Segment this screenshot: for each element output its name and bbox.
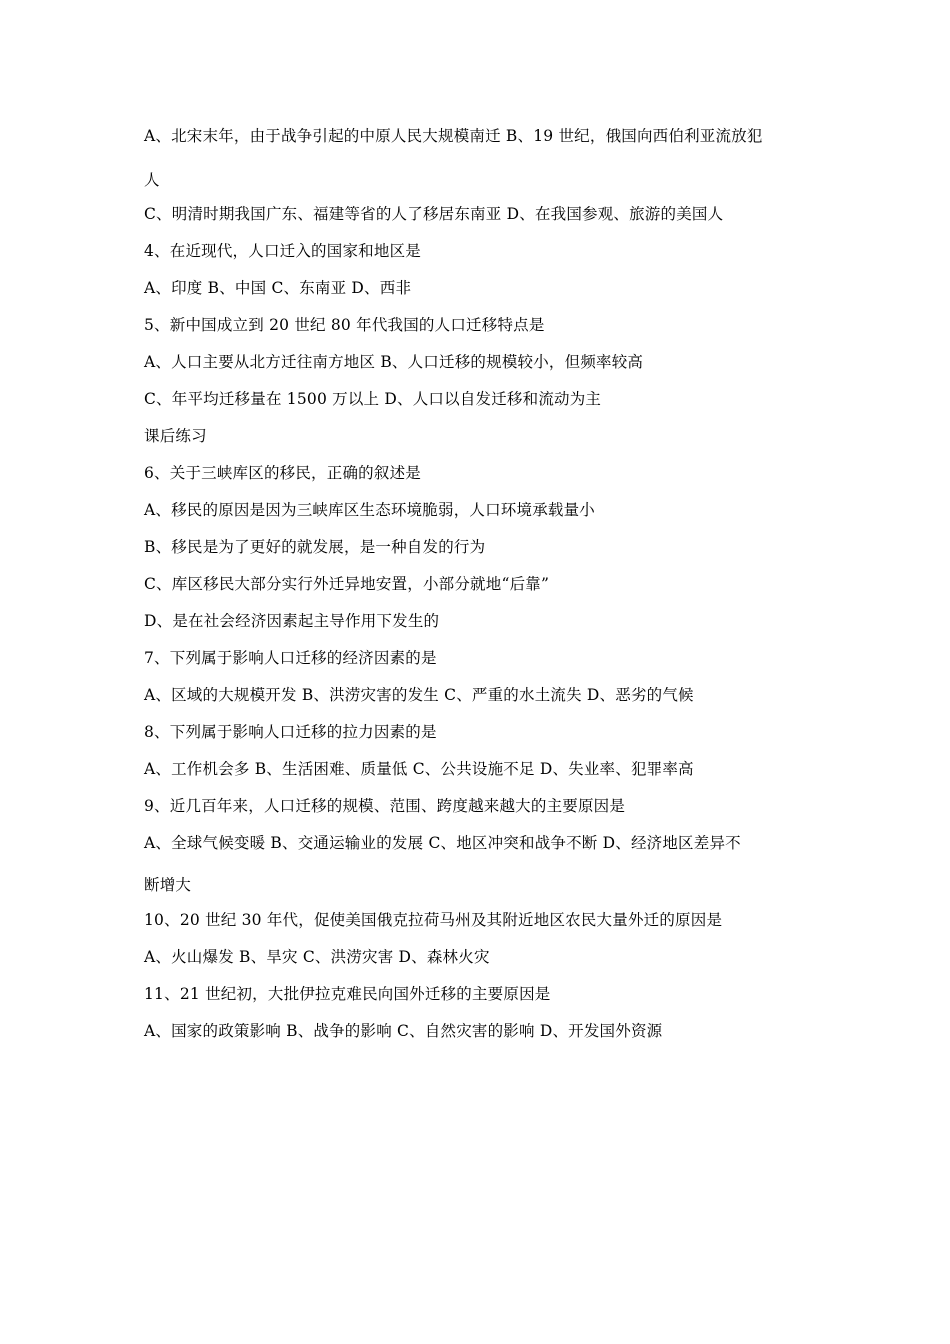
q5-question: 5、新中国成立到 20 世纪 80 年代我国的人口迁移特点是 xyxy=(144,316,545,334)
q10-question: 10、20 世纪 30 年代，促使美国俄克拉荷马州及其附近地区农民大量外迁的原因是 xyxy=(144,911,723,929)
q3-option-ab: A、北宋末年，由于战争引起的中原人民大规模南迁 B、19 世纪，俄国向西伯利亚流放犯 xyxy=(144,127,763,145)
q6-option-d: D、是在社会经济因素起主导作用下发生的 xyxy=(144,612,440,630)
q8-options: A、工作机会多 B、生活困难、质量低 C、公共设施不足 D、失业率、犯罪率高 xyxy=(144,760,694,778)
q3-option-b-continued: 人 xyxy=(144,171,160,189)
q4-options: A、印度 B、中国 C、东南亚 D、西非 xyxy=(144,279,412,297)
q6-option-b: B、移民是为了更好的就发展，是一种自发的行为 xyxy=(144,538,486,556)
q11-options: A、国家的政策影响 B、战争的影响 C、自然灾害的影响 D、开发国外资源 xyxy=(144,1022,663,1040)
q5-option-cd: C、年平均迁移量在 1500 万以上 D、人口以自发迁移和流动为主 xyxy=(144,390,602,408)
q7-question: 7、下列属于影响人口迁移的经济因素的是 xyxy=(144,649,437,667)
q3-option-cd: C、明清时期我国广东、福建等省的人了移居东南亚 D、在我国参观、旅游的美国人 xyxy=(144,205,724,223)
q11-question: 11、21 世纪初，大批伊拉克难民向国外迁移的主要原因是 xyxy=(144,985,551,1003)
q9-question: 9、近几百年来，人口迁移的规模、范围、跨度越来越大的主要原因是 xyxy=(144,797,626,815)
section-heading: 课后练习 xyxy=(144,427,207,445)
q6-option-c: C、库区移民大部分实行外迁异地安置，小部分就地“后靠” xyxy=(144,575,550,593)
q4-question: 4、在近现代，人口迁入的国家和地区是 xyxy=(144,242,421,260)
q7-options: A、区域的大规模开发 B、洪涝灾害的发生 C、严重的水土流失 D、恶劣的气候 xyxy=(144,686,694,704)
q8-question: 8、下列属于影响人口迁移的拉力因素的是 xyxy=(144,723,437,741)
q5-option-ab: A、人口主要从北方迁往南方地区 B、人口迁移的规模较小，但频率较高 xyxy=(144,353,644,371)
q9-options: A、全球气候变暖 B、交通运输业的发展 C、地区冲突和战争不断 D、经济地区差异不 xyxy=(144,834,741,852)
q6-question: 6、关于三峡库区的移民，正确的叙述是 xyxy=(144,464,421,482)
q6-option-a: A、移民的原因是因为三峡库区生态环境脆弱，人口环境承载量小 xyxy=(144,501,595,519)
q10-options: A、火山爆发 B、旱灾 C、洪涝灾害 D、森林火灾 xyxy=(144,948,490,966)
q9-option-d-continued: 断增大 xyxy=(144,876,192,894)
